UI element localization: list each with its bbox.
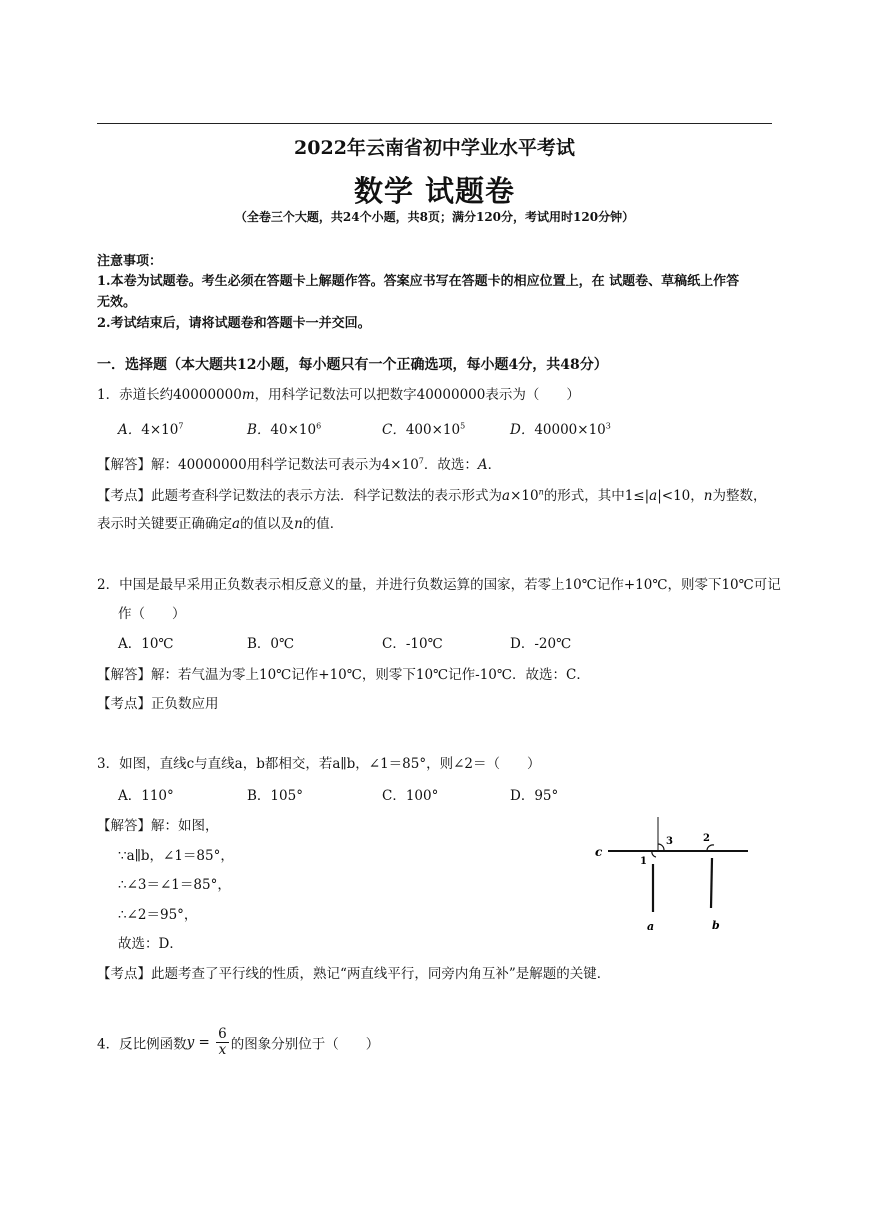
notes-line-2: 2.考试结束后，请将试题卷和答题卡一并交回。	[97, 316, 371, 331]
label-c: c	[595, 845, 603, 859]
q1-option-d: D．$40000\times 10^3$	[510, 421, 611, 438]
parallel-lines-figure	[590, 812, 760, 937]
notes-line-1: 1.本卷为试题卷。考生必须在答题卡上解题作答。答案应书写在答题卡的相应位置上，在 试题卷、草稿纸上作答	[97, 274, 740, 289]
q3-answer-line-2: ∴∠3＝∠1＝85°，	[118, 877, 231, 893]
q1-option-b: B．$40\times 10^6$	[247, 421, 322, 438]
q2-option-b: B．0℃	[247, 636, 295, 652]
q1-answer: 【解答】解：40000000用科学记数法可表示为$4\times 10^7$．故选：A．	[97, 456, 502, 473]
q3-option-d: D．95°	[510, 788, 559, 804]
q2-answer: 【解答】解：若气温为零上10℃记作+10℃，则零下10℃记作-10℃．故选：C．	[97, 667, 590, 683]
line-b	[711, 858, 712, 908]
q3-option-c: C．100°	[382, 788, 439, 804]
notes-heading: 注意事项：	[97, 254, 163, 269]
label-2: 2	[703, 833, 710, 844]
q1-stem: 1．赤道长约40000000m，用科学记数法可以把数字40000000表示为（ ）	[97, 387, 580, 403]
section-1-heading: 一．选择题（本大题共12小题，每小题只有一个正确选项，每小题4分，共48分）	[97, 357, 608, 373]
q3-answer-line-3: ∴∠2＝95°，	[118, 907, 198, 923]
q4-stem: 4．反比例函数y = $\frac{6}{x}$ 的图象分别位于（ ）	[97, 1026, 380, 1058]
label-3: 3	[666, 836, 673, 847]
header-rule	[97, 123, 772, 124]
q3-answer-head: 【解答】解：如图，	[97, 818, 219, 834]
angle-2-arc	[707, 845, 714, 850]
q1-option-c: C．$400\times 10^5$	[382, 421, 466, 438]
q2-stem: 2．中国是最早采用正负数表示相反意义的量，并进行负数运算的国家，若零上10℃记作+10℃，则零下10℃可记	[97, 577, 781, 593]
q4-fraction: $\frac{6}{x}$	[218, 1026, 227, 1058]
exam-info: （全卷三个大题，共24个小题，共8页；满分120分，考试用时120分钟）	[234, 210, 635, 224]
label-a: a	[647, 920, 655, 933]
q2-option-a: A．10℃	[118, 636, 174, 652]
q3-option-a: A．110°	[118, 788, 174, 804]
q2-point: 【考点】正负数应用	[97, 696, 219, 712]
angle-3-arc	[658, 844, 664, 850]
q1-option-a: A．$4\times 10^7$	[118, 421, 184, 438]
exam-subtitle: 数学 试题卷	[353, 174, 516, 208]
q2-option-c: C．-10℃	[382, 636, 443, 652]
q1-point-cont: 表示时关键要正确确定a的值以及n的值．	[97, 516, 344, 532]
q3-option-b: B．105°	[247, 788, 303, 804]
notes-line-1b: 无效。	[97, 295, 137, 310]
q3-point: 【考点】此题考查了平行线的性质，熟记“两直线平行，同旁内角互补”是解题的关键．	[97, 966, 611, 982]
q3-answer-line-4: 故选：D．	[118, 936, 183, 952]
label-b: b	[712, 919, 720, 932]
q1-point: 【考点】此题考查科学记数法的表示方法．科学记数法的表示形式为$a\times 10^n$的形式，其中1≤|a|<10，n为整数，	[97, 487, 767, 504]
label-1: 1	[640, 856, 647, 867]
q2-option-d: D．-20℃	[510, 636, 572, 652]
q3-stem: 3．如图，直线c与直线a，b都相交，若a∥b，∠1＝85°，则∠2＝（ ）	[97, 756, 541, 772]
q2-stem-cont: 作（ ）	[118, 606, 186, 622]
q3-answer-line-1: ∵a∥b，∠1＝85°，	[118, 848, 234, 864]
exam-title: 2022年云南省初中学业水平考试	[294, 137, 575, 159]
